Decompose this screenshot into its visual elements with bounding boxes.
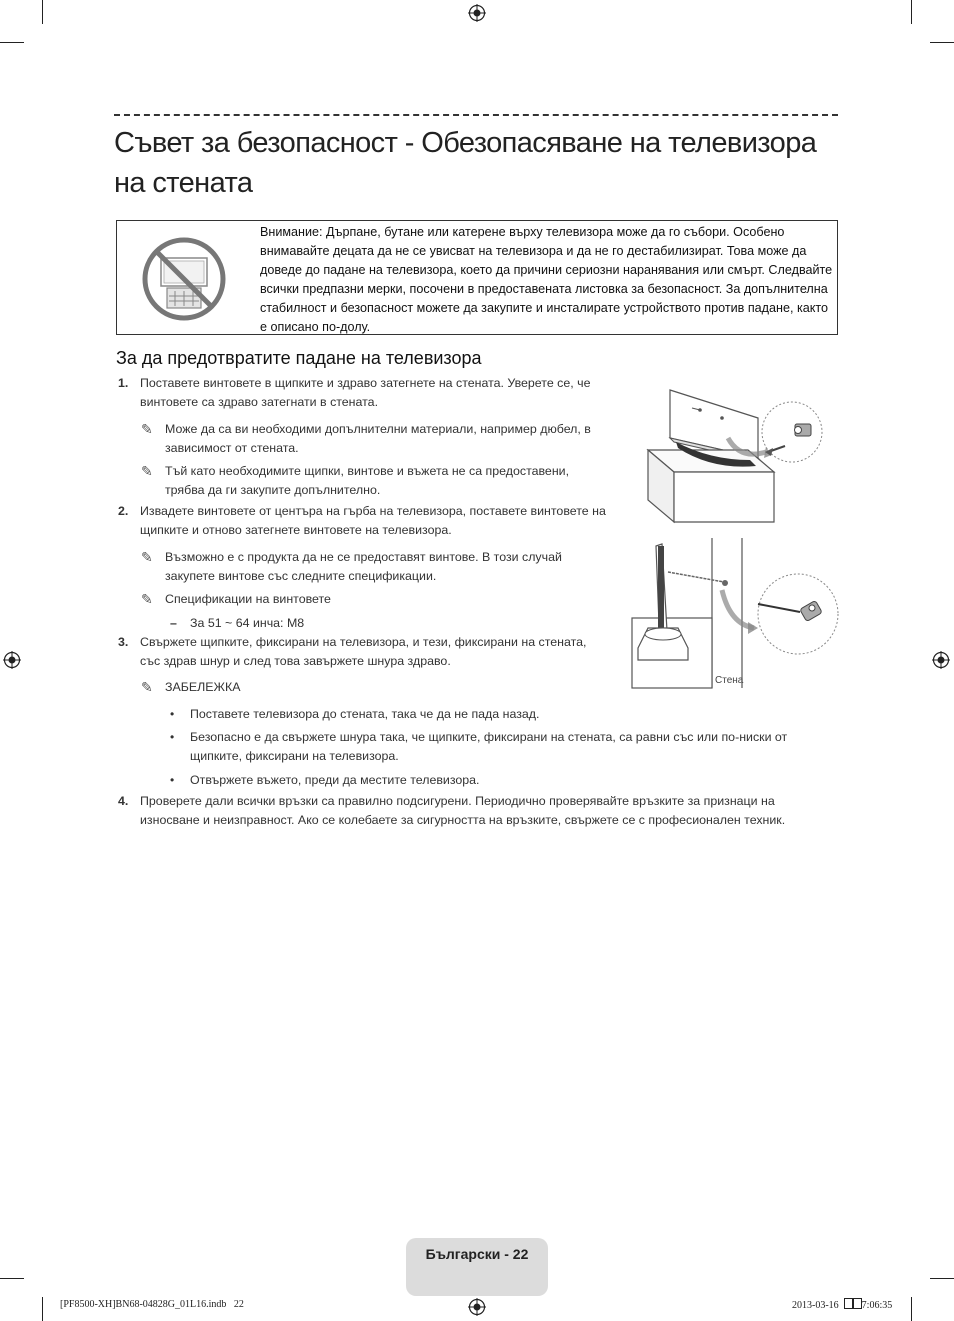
warning-box: [116, 220, 838, 335]
note-text: Тъй като необходимите щипки, винтове и въжета не са предоставени, трябва да ги закупите допълнително.: [165, 464, 570, 497]
registration-mark-icon: [932, 651, 950, 669]
crop-mark: [930, 42, 954, 43]
title-rule: [114, 114, 838, 116]
page-number-label: Български - 22: [425, 1246, 529, 1262]
bullet-text: Поставете телевизора до стената, така че да не пада назад.: [190, 707, 540, 721]
pencil-note-icon: ✎: [141, 549, 153, 565]
step-text: Свържете щипките, фиксирани на телевизора, и тези, фиксирани на стената, със здрав шнур и след това завържете шнура здраво.: [140, 635, 587, 668]
pencil-note-icon: ✎: [141, 463, 153, 479]
bullet-icon: •: [170, 730, 175, 744]
tv-wall-illustration: [630, 538, 840, 690]
note-text: Може да са ви необходими допълнителни материали, например дюбел, в зависимост от стената.: [165, 422, 591, 455]
bullet-text: Отвържете въжето, преди да местите телевизора.: [190, 773, 480, 787]
page-title: Съвет за безопасност - Обезопасяване на телевизора на стената: [114, 127, 817, 199]
bullet-icon: •: [170, 773, 175, 787]
section-heading: За да предотвратите падане на телевизора: [116, 348, 482, 368]
step-text: Поставете винтовете в щипките и здраво затегнете на стената. Уверете се, че винтовете са здраво затегнати в стената.: [140, 376, 591, 409]
note-label: ЗАБЕЛЕЖКА: [165, 680, 241, 694]
print-slug-left: [PF8500-XH]BN68-04828G_01L16.indb 22: [60, 1299, 244, 1310]
step-text: Проверете дали всички връзки са правилно подсигурени. Периодично проверявайте връзките за признаци на износване и неизправност. Ако се колебаете за сигурността на връзките, свържете се с професионален техник.: [140, 794, 786, 827]
crop-mark: [42, 0, 43, 24]
crop-mark: [911, 0, 912, 24]
pencil-note-icon: ✎: [141, 421, 153, 437]
step-number: 1.: [118, 376, 129, 390]
crop-mark: [911, 1297, 912, 1321]
bullet-icon: •: [170, 707, 175, 721]
crop-mark: [0, 42, 24, 43]
step-text: Извадете винтовете от центъра на гърба на телевизора, поставете винтовете на щипките и отново затегнете винтовете на телевизора.: [140, 504, 606, 537]
registration-mark-icon: [468, 1298, 486, 1316]
note-text: Спецификации на винтовете: [165, 592, 331, 606]
bullet-text: Безопасно е да свържете шнура така, че щипките, фиксирани на стената, са равни със или по-ниски от щипките, фиксирани на телевизора.: [190, 730, 788, 763]
registration-mark-icon: [3, 651, 21, 669]
crop-mark: [0, 1278, 24, 1279]
crop-mark: [930, 1278, 954, 1279]
step-number: 4.: [118, 794, 129, 808]
print-slug-right: 2013-03-16 7:06:35: [792, 1300, 893, 1311]
pencil-note-icon: ✎: [141, 679, 153, 695]
wall-label: Стена: [715, 675, 744, 686]
warning-text: Внимание: Дърпане, бутане или катерене върху телевизора може да го събори. Особено внимавайте децата да не се увисват на телевизора и да не го дестабилизират. Това може да доведе до падане на телевизора, което да причини сериозни наранявания или смърт. Следвайте всички предпазни мерки, посочени в предоставената листовка за безопасност. За допълнителна стабилност и безопасност можете да закупите и инсталирате устройството против падане, както е описано по-долу.: [260, 225, 833, 334]
no-climbing-tv-icon: [141, 236, 227, 322]
tv-stand-illustration: [640, 380, 840, 530]
registration-mark-icon: [468, 4, 486, 22]
spec-text: За 51 ~ 64 инча: M8: [190, 616, 305, 630]
note-text: Възможно е с продукта да не се предоставят винтове. В този случай закупете винтове със следните спецификации.: [165, 550, 562, 583]
step-number: 2.: [118, 504, 129, 518]
spec-dash: –: [170, 616, 177, 630]
step-number: 3.: [118, 635, 129, 649]
crop-mark: [42, 1297, 43, 1321]
pencil-note-icon: ✎: [141, 591, 153, 607]
